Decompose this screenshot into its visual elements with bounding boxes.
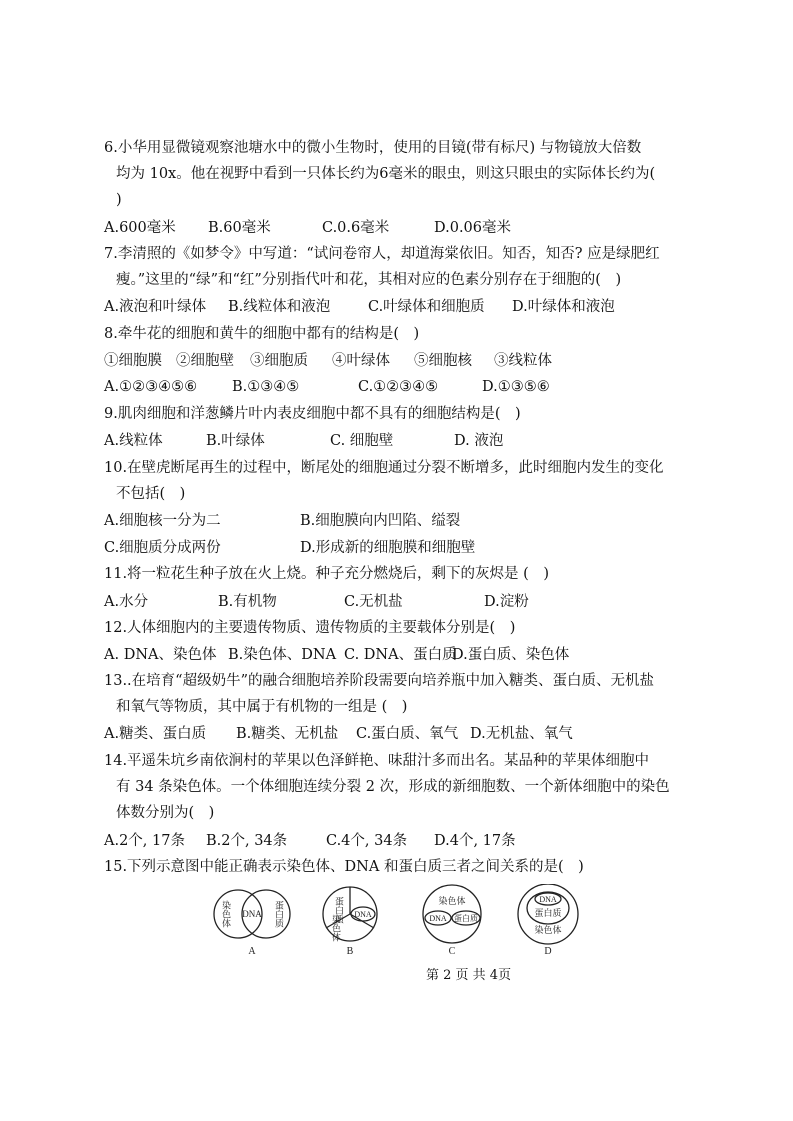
diagram-d-outer-label: 染色体 — [534, 925, 562, 935]
q11-option-b: B.有机物 — [218, 594, 277, 610]
diagram-d-inner-label: DNA — [539, 895, 557, 904]
diagram-b — [323, 887, 377, 956]
q9-option-d: D. 液泡 — [454, 433, 504, 449]
diagram-c-right-label: 蛋白质 — [454, 914, 478, 923]
diagram-a-mid-label: DNA — [242, 909, 262, 919]
q11-option-c: C.无机盐 — [344, 594, 403, 610]
q8-option-d: D.①③⑤⑥ — [482, 379, 550, 395]
q9-option-c: C. 细胞壁 — [330, 433, 394, 449]
q6-stem-line1: 6.小华用显微镜观察池塘水中的微小生物时，使用的目镜(带有标尺) 与物镜放大倍数 — [104, 140, 642, 156]
q12-stem: 12.人体细胞内的主要遗传物质、遗传物质的主要载体分别是( ) — [104, 620, 516, 636]
q14-option-b: B.2个, 34条 — [206, 833, 288, 849]
q7-stem-line1: 7.李清照的《如梦令》中写道：“试问卷帘人，却道海棠依旧。知否，知否? 应是绿肥红 — [104, 246, 660, 262]
q14-option-a: A.2个, 17条 — [104, 833, 185, 849]
q6-stem-line2: 均为 10x。他在视野中看到一只体长约为6毫米的眼虫，则这只眼虫的实际体长约为( — [116, 166, 656, 182]
q14-option-c: C.4个, 34条 — [326, 833, 408, 849]
diagram-d-letter: D — [544, 946, 552, 956]
q7-option-b: B.线粒体和液泡 — [228, 299, 331, 315]
q12-option-d: D.蛋白质、染色体 — [452, 647, 570, 663]
diagram-d-mid-label: 蛋白质 — [534, 908, 562, 918]
q13-option-a: A.糖类、蛋白质 — [104, 726, 207, 742]
diagram-a-right-label: 蛋白质 — [274, 900, 284, 928]
q6-option-c: C.0.6毫米 — [322, 220, 390, 236]
q8-item-5: ⑤细胞核 — [414, 353, 472, 369]
q9-stem: 9.肌肉细胞和洋葱鳞片叶内表皮细胞中都不具有的细胞结构是( ) — [104, 406, 521, 422]
diagram-b-right-label: DNA — [354, 910, 372, 919]
q10-stem-line2: 不包括( ) — [116, 486, 186, 502]
q14-option-d: D.4个, 17条 — [434, 833, 516, 849]
diagram-c-top-label: 染色体 — [438, 896, 466, 906]
q15-stem: 15.下列示意图中能正确表示染色体、DNA 和蛋白质三者之间关系的是( ) — [104, 859, 584, 875]
q10-option-b: B.细胞膜向内凹陷、缢裂 — [300, 513, 461, 529]
q7-option-d: D.叶绿体和液泡 — [512, 299, 615, 315]
q6-option-d: D.0.06毫米 — [434, 220, 512, 236]
q13-option-c: C.蛋白质、氧气 — [356, 726, 459, 742]
q6-option-a: A.600毫米 — [104, 220, 176, 236]
diagram-b-bottom-label: 染色体 — [331, 914, 341, 942]
diagram-c-letter: C — [448, 946, 456, 956]
diagram-b-letter: B — [346, 946, 354, 956]
diagram-b-top-label: 蛋白质 — [334, 896, 344, 924]
diagram-c — [423, 885, 481, 956]
q8-item-1: ①细胞膜 — [104, 353, 162, 369]
q8-option-c: C.①②③④⑤ — [358, 379, 439, 395]
q9-option-b: B.叶绿体 — [206, 433, 265, 449]
q11-option-a: A.水分 — [104, 594, 149, 610]
q6-stem-line3: ) — [116, 192, 122, 208]
q8-stem: 8.牵牛花的细胞和黄牛的细胞中都有的结构是( ) — [104, 326, 420, 342]
q13-stem-line1: 13..在培育“超级奶牛”的融合细胞培养阶段需要向培养瓶中加入糖类、蛋白质、无机盐 — [104, 673, 654, 689]
q13-stem-line2: 和氧气等物质，其中属于有机物的一组是 ( ) — [116, 699, 408, 715]
q12-option-b: B.染色体、DNA — [228, 647, 337, 663]
q7-option-a: A.液泡和叶绿体 — [104, 299, 207, 315]
q10-option-c: C.细胞质分成两份 — [104, 540, 221, 556]
q8-item-4: ④叶绿体 — [332, 353, 390, 369]
q10-stem-line1: 10.在壁虎断尾再生的过程中，断尾处的细胞通过分裂不断增多，此时细胞内发生的变化 — [104, 460, 664, 476]
q9-option-a: A.线粒体 — [104, 433, 163, 449]
diagram-d — [518, 884, 578, 956]
q14-stem-line3: 体数分别为( ) — [116, 805, 215, 821]
page-footer: 第 2 页 共 4页 — [426, 968, 512, 983]
q10-option-a: A.细胞核一分为二 — [104, 513, 221, 529]
diagram-a-left-label: 染色体 — [221, 900, 231, 928]
q8-item-2: ②细胞壁 — [176, 353, 234, 369]
q14-stem-line2: 有 34 条染色体。一个体细胞连续分裂 2 次，形成的新细胞数、一个新体细胞中的染色 — [116, 779, 670, 795]
q7-option-c: C.叶绿体和细胞质 — [368, 299, 485, 315]
q12-option-c: C. DNA、蛋白质 — [344, 647, 457, 663]
q13-option-b: B.糖类、无机盐 — [236, 726, 339, 742]
q15-figure — [208, 884, 598, 956]
diagram-a — [214, 890, 290, 956]
q8-item-3: ③细胞质 — [250, 353, 308, 369]
diagram-c-left-label: DNA — [429, 914, 447, 923]
q11-stem: 11.将一粒花生种子放在火上烧。种子充分燃烧后，剩下的灰烬是 ( ) — [104, 566, 549, 582]
q8-option-b: B.①③④⑤ — [232, 379, 300, 395]
q8-option-a: A.①②③④⑤⑥ — [104, 379, 198, 395]
q12-option-a: A. DNA、染色体 — [104, 647, 217, 663]
q11-option-d: D.淀粉 — [484, 594, 529, 610]
q13-option-d: D.无机盐、氧气 — [470, 726, 573, 742]
q7-stem-line2: 瘦。”这里的“绿”和“红”分别指代叶和花，其相对应的色素分别存在于细胞的( ) — [116, 272, 622, 288]
diagram-a-letter: A — [248, 946, 256, 956]
q6-option-b: B.60毫米 — [208, 220, 271, 236]
q10-option-d: D.形成新的细胞膜和细胞壁 — [300, 540, 476, 556]
q8-item-6: ③线粒体 — [494, 353, 552, 369]
q14-stem-line1: 14.平遥朱坑乡南依涧村的苹果以色泽鲜艳、味甜汁多而出名。某品种的苹果体细胞中 — [104, 753, 650, 769]
